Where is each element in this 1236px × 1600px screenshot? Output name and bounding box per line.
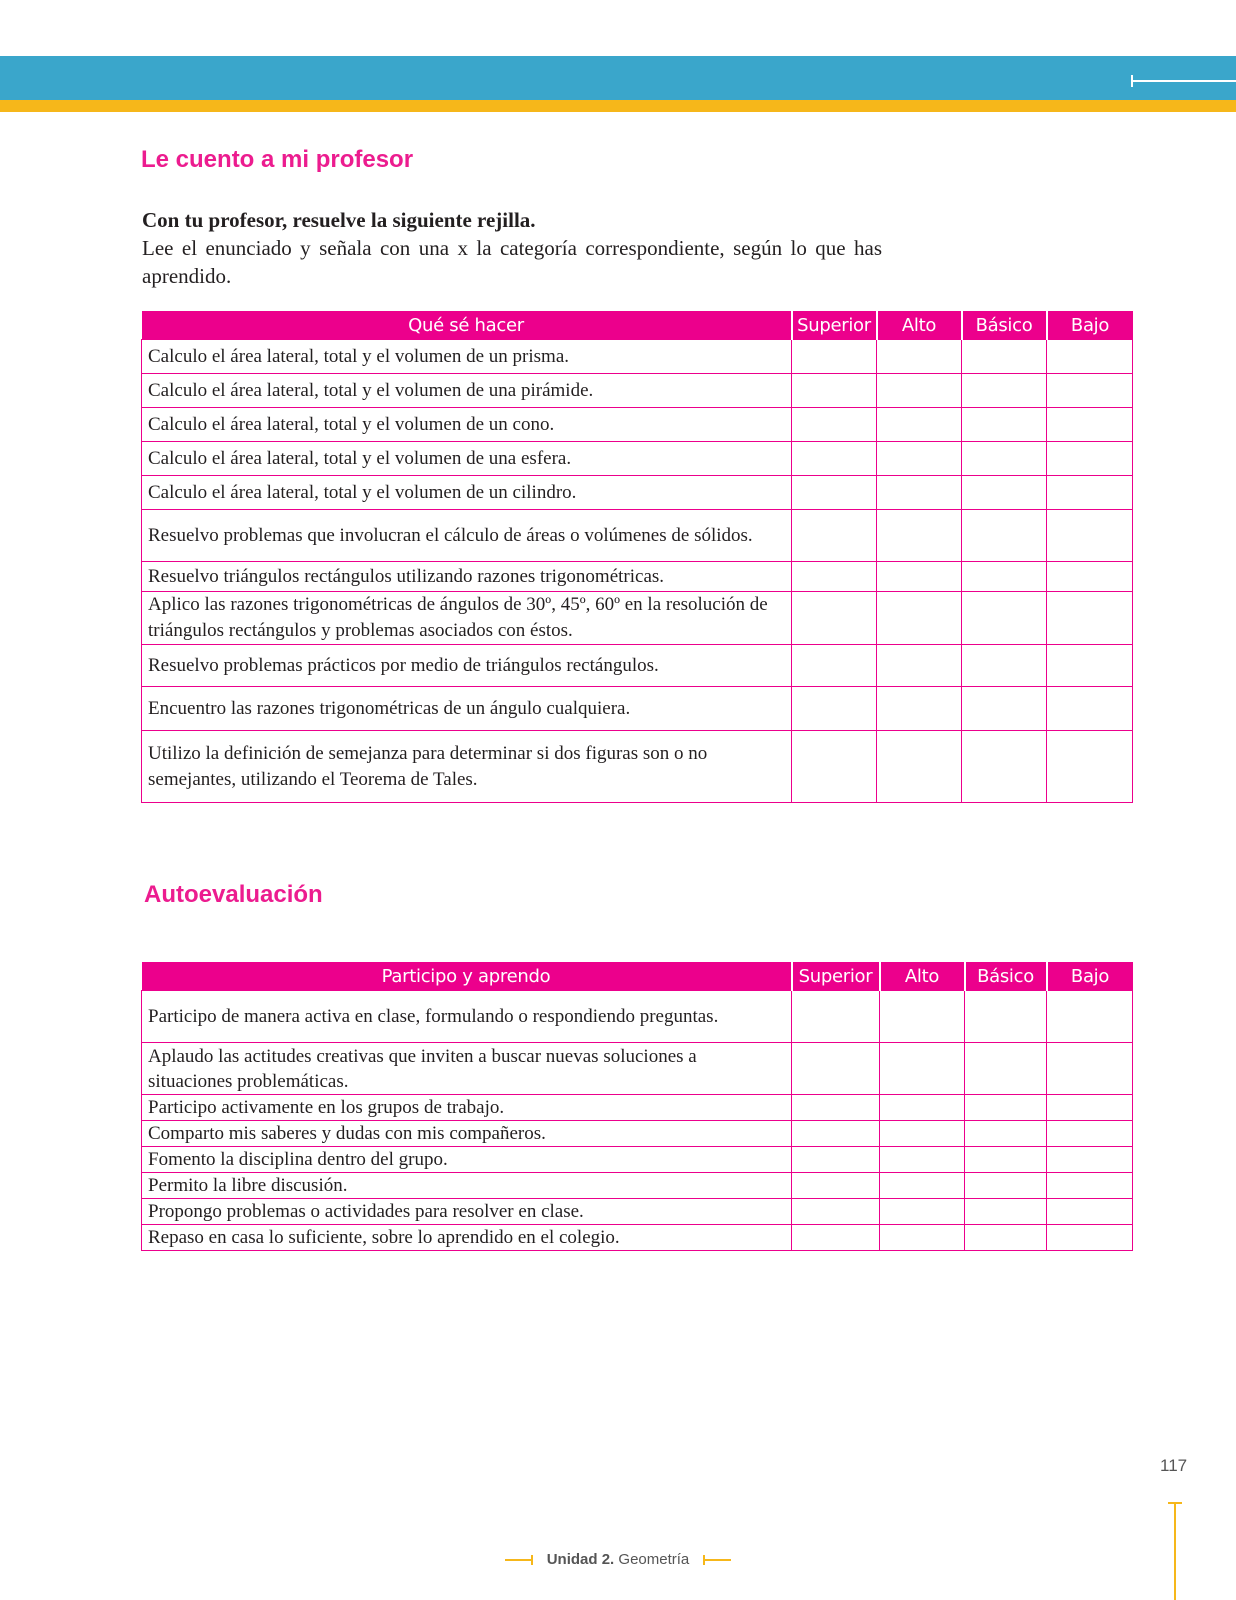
table-row bbox=[142, 408, 1133, 442]
check-cell-superior[interactable] bbox=[792, 1199, 880, 1225]
check-cell-basico[interactable] bbox=[965, 1121, 1047, 1147]
row-statement: Resuelvo triángulos rectángulos utilizando razones trigonométricas. bbox=[142, 562, 792, 592]
check-cell-superior[interactable] bbox=[792, 1095, 880, 1121]
check-cell-bajo[interactable] bbox=[1047, 476, 1133, 510]
row-statement: Resuelvo problemas que involucran el cálculo de áreas o volúmenes de sólidos. bbox=[142, 510, 792, 562]
row-statement: Calculo el área lateral, total y el volumen de una pirámide. bbox=[142, 374, 792, 408]
check-cell-alto[interactable] bbox=[877, 645, 962, 687]
row-statement: Permito la libre discusión. bbox=[142, 1173, 792, 1199]
check-cell-superior[interactable] bbox=[792, 645, 877, 687]
header-bajo: Bajo bbox=[1047, 962, 1133, 991]
check-cell-basico[interactable] bbox=[962, 510, 1047, 562]
check-cell-alto[interactable] bbox=[877, 408, 962, 442]
check-cell-basico[interactable] bbox=[965, 991, 1047, 1043]
header-alto: Alto bbox=[877, 311, 962, 340]
row-statement: Calculo el área lateral, total y el volumen de un cilindro. bbox=[142, 476, 792, 510]
check-cell-bajo[interactable] bbox=[1047, 1095, 1133, 1121]
check-cell-superior[interactable] bbox=[792, 592, 877, 645]
check-cell-basico[interactable] bbox=[965, 1225, 1047, 1251]
footer-subject: Geometría bbox=[618, 1551, 690, 1568]
instruction-text: Lee el enunciado y señala con una x la categoría correspondiente, según lo que has aprendido. bbox=[142, 236, 882, 288]
footer bbox=[0, 1551, 1236, 1568]
table-header-row bbox=[142, 311, 1133, 340]
check-cell-alto[interactable] bbox=[880, 1225, 965, 1251]
check-cell-superior[interactable] bbox=[792, 374, 877, 408]
check-cell-basico[interactable] bbox=[962, 340, 1047, 374]
row-statement: Resuelvo problemas prácticos por medio de triángulos rectángulos. bbox=[142, 645, 792, 687]
check-cell-bajo[interactable] bbox=[1047, 1121, 1133, 1147]
header-stripe bbox=[0, 100, 1236, 112]
row-statement: Encuentro las razones trigonométricas de un ángulo cualquiera. bbox=[142, 687, 792, 731]
table-row bbox=[142, 592, 1133, 645]
table-row bbox=[142, 1147, 1133, 1173]
check-cell-superior[interactable] bbox=[792, 991, 880, 1043]
header-tick bbox=[1131, 75, 1133, 87]
check-cell-superior[interactable] bbox=[792, 1043, 880, 1095]
check-cell-alto[interactable] bbox=[877, 340, 962, 374]
check-cell-basico[interactable] bbox=[962, 476, 1047, 510]
check-cell-alto[interactable] bbox=[877, 442, 962, 476]
row-statement: Comparto mis saberes y dudas con mis compañeros. bbox=[142, 1121, 792, 1147]
table-row bbox=[142, 687, 1133, 731]
check-cell-superior[interactable] bbox=[792, 1225, 880, 1251]
row-statement: Propongo problemas o actividades para resolver en clase. bbox=[142, 1199, 792, 1225]
check-cell-bajo[interactable] bbox=[1047, 408, 1133, 442]
check-cell-superior[interactable] bbox=[792, 340, 877, 374]
check-cell-basico[interactable] bbox=[962, 645, 1047, 687]
check-cell-basico[interactable] bbox=[965, 1095, 1047, 1121]
table-row bbox=[142, 340, 1133, 374]
check-cell-alto[interactable] bbox=[880, 991, 965, 1043]
table-row bbox=[142, 562, 1133, 592]
check-cell-alto[interactable] bbox=[877, 476, 962, 510]
check-cell-bajo[interactable] bbox=[1047, 731, 1133, 803]
header-skill: Qué sé hacer bbox=[142, 311, 792, 340]
table-row bbox=[142, 1095, 1133, 1121]
header-alto: Alto bbox=[880, 962, 965, 991]
table-row bbox=[142, 1121, 1133, 1147]
margin-tick bbox=[1168, 1502, 1182, 1504]
check-cell-bajo[interactable] bbox=[1047, 687, 1133, 731]
check-cell-alto[interactable] bbox=[880, 1199, 965, 1225]
check-cell-alto[interactable] bbox=[880, 1147, 965, 1173]
check-cell-superior[interactable] bbox=[792, 476, 877, 510]
table-row bbox=[142, 1199, 1133, 1225]
table-row bbox=[142, 510, 1133, 562]
check-cell-basico[interactable] bbox=[962, 731, 1047, 803]
self-eval-table bbox=[141, 962, 1133, 1251]
check-cell-basico[interactable] bbox=[962, 374, 1047, 408]
check-cell-alto[interactable] bbox=[877, 687, 962, 731]
header-basico: Básico bbox=[965, 962, 1047, 991]
check-cell-basico[interactable] bbox=[962, 687, 1047, 731]
row-statement: Repaso en casa lo suficiente, sobre lo aprendido en el colegio. bbox=[142, 1225, 792, 1251]
header-line bbox=[1131, 80, 1236, 82]
row-statement: Calculo el área lateral, total y el volumen de una esfera. bbox=[142, 442, 792, 476]
row-statement: Utilizo la definición de semejanza para determinar si dos figuras son o no semejantes, utilizando el Teorema de Tales. bbox=[142, 731, 792, 803]
check-cell-basico[interactable] bbox=[965, 1147, 1047, 1173]
footer-left-mark bbox=[505, 1559, 533, 1561]
check-cell-basico[interactable] bbox=[965, 1043, 1047, 1095]
header-superior: Superior bbox=[792, 311, 877, 340]
table-row bbox=[142, 374, 1133, 408]
row-statement: Participo de manera activa en clase, formulando o respondiendo preguntas. bbox=[142, 991, 792, 1043]
table-row bbox=[142, 442, 1133, 476]
table-row bbox=[142, 1173, 1133, 1199]
check-cell-bajo[interactable] bbox=[1047, 442, 1133, 476]
table-row bbox=[142, 991, 1133, 1043]
check-cell-alto[interactable] bbox=[877, 510, 962, 562]
check-cell-bajo[interactable] bbox=[1047, 592, 1133, 645]
teacher-grid-table bbox=[141, 311, 1133, 803]
footer-right-mark bbox=[703, 1559, 731, 1561]
check-cell-basico[interactable] bbox=[962, 562, 1047, 592]
header-bajo: Bajo bbox=[1047, 311, 1133, 340]
footer-unit: Unidad 2. bbox=[546, 1551, 615, 1568]
check-cell-bajo[interactable] bbox=[1047, 1043, 1133, 1095]
check-cell-basico[interactable] bbox=[962, 408, 1047, 442]
instruction-bold: Con tu profesor, resuelve la siguiente rejilla. bbox=[142, 208, 536, 232]
check-cell-alto[interactable] bbox=[880, 1095, 965, 1121]
check-cell-basico[interactable] bbox=[965, 1173, 1047, 1199]
check-cell-alto[interactable] bbox=[880, 1121, 965, 1147]
check-cell-superior[interactable] bbox=[792, 731, 877, 803]
check-cell-alto[interactable] bbox=[877, 592, 962, 645]
check-cell-basico[interactable] bbox=[962, 592, 1047, 645]
header-band bbox=[0, 56, 1236, 100]
check-cell-bajo[interactable] bbox=[1047, 991, 1133, 1043]
check-cell-superior[interactable] bbox=[792, 510, 877, 562]
header-basico: Básico bbox=[962, 311, 1047, 340]
table-row bbox=[142, 476, 1133, 510]
header-participation: Participo y aprendo bbox=[142, 962, 792, 991]
check-cell-alto[interactable] bbox=[877, 731, 962, 803]
check-cell-superior[interactable] bbox=[792, 687, 877, 731]
check-cell-superior[interactable] bbox=[792, 1173, 880, 1199]
check-cell-basico[interactable] bbox=[965, 1199, 1047, 1225]
row-statement: Fomento la disciplina dentro del grupo. bbox=[142, 1147, 792, 1173]
check-cell-alto[interactable] bbox=[877, 562, 962, 592]
instructions bbox=[142, 206, 882, 290]
check-cell-superior[interactable] bbox=[792, 408, 877, 442]
table-header-row bbox=[142, 962, 1133, 991]
row-statement: Aplico las razones trigonométricas de ángulos de 30º, 45º, 60º en la resolución de triángulos rectángulos y problemas asociados con éstos. bbox=[142, 592, 792, 645]
table-row bbox=[142, 645, 1133, 687]
check-cell-bajo[interactable] bbox=[1047, 340, 1133, 374]
check-cell-alto[interactable] bbox=[880, 1173, 965, 1199]
header-superior: Superior bbox=[792, 962, 880, 991]
table-row bbox=[142, 731, 1133, 803]
check-cell-bajo[interactable] bbox=[1047, 374, 1133, 408]
row-statement: Participo activamente en los grupos de trabajo. bbox=[142, 1095, 792, 1121]
check-cell-superior[interactable] bbox=[792, 1121, 880, 1147]
check-cell-bajo[interactable] bbox=[1047, 1147, 1133, 1173]
section-title-self-eval: Autoevaluación bbox=[144, 881, 323, 908]
table-row bbox=[142, 1043, 1133, 1095]
check-cell-superior[interactable] bbox=[792, 442, 877, 476]
row-statement: Calculo el área lateral, total y el volumen de un cono. bbox=[142, 408, 792, 442]
check-cell-bajo[interactable] bbox=[1047, 645, 1133, 687]
page-number: 117 bbox=[1160, 1456, 1188, 1475]
check-cell-superior[interactable] bbox=[792, 1147, 880, 1173]
row-statement: Aplaudo las actitudes creativas que inviten a buscar nuevas soluciones a situaciones problemáticas. bbox=[142, 1043, 792, 1095]
section-title-teacher: Le cuento a mi profesor bbox=[141, 146, 414, 173]
table-row bbox=[142, 1225, 1133, 1251]
check-cell-bajo[interactable] bbox=[1047, 1173, 1133, 1199]
check-cell-basico[interactable] bbox=[962, 442, 1047, 476]
check-cell-alto[interactable] bbox=[880, 1043, 965, 1095]
check-cell-bajo[interactable] bbox=[1047, 510, 1133, 562]
check-cell-bajo[interactable] bbox=[1047, 1225, 1133, 1251]
check-cell-bajo[interactable] bbox=[1047, 562, 1133, 592]
check-cell-superior[interactable] bbox=[792, 562, 877, 592]
check-cell-bajo[interactable] bbox=[1047, 1199, 1133, 1225]
row-statement: Calculo el área lateral, total y el volumen de un prisma. bbox=[142, 340, 792, 374]
check-cell-alto[interactable] bbox=[877, 374, 962, 408]
